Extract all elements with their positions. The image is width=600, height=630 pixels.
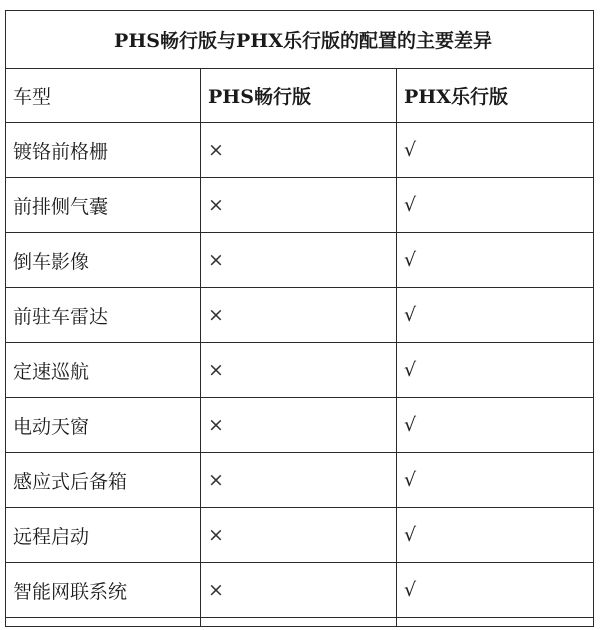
feature-cell: 定速巡航 [6, 343, 201, 398]
table-row [6, 178, 594, 233]
header-phs: PHS畅行版 [201, 69, 397, 123]
feature-cell: 电动天窗 [6, 398, 201, 453]
phx-mark: √ [397, 398, 594, 453]
feature-cell: 远程启动 [6, 508, 201, 563]
feature-cell: 前驻车雷达 [6, 288, 201, 343]
phx-mark: √ [397, 178, 594, 233]
table-row [6, 398, 594, 453]
title-row [6, 11, 594, 69]
table-row [6, 288, 594, 343]
header-model: 车型 [6, 69, 201, 123]
phs-mark: × [201, 233, 397, 288]
phs-mark: × [201, 123, 397, 178]
header-row [6, 69, 594, 123]
feature-cell: 前排侧气囊 [6, 178, 201, 233]
partial-cell [6, 618, 201, 627]
partial-row [6, 618, 594, 627]
partial-cell [201, 618, 397, 627]
table-row [6, 563, 594, 618]
feature-cell: 感应式后备箱 [6, 453, 201, 508]
phs-mark: × [201, 563, 397, 618]
table-row [6, 453, 594, 508]
feature-cell: 镀铬前格栅 [6, 123, 201, 178]
table-row [6, 343, 594, 398]
phs-mark: × [201, 178, 397, 233]
phs-mark: × [201, 453, 397, 508]
phs-mark: × [201, 398, 397, 453]
comparison-table [5, 10, 594, 627]
phx-mark: √ [397, 343, 594, 398]
phx-mark: √ [397, 508, 594, 563]
phx-mark: √ [397, 563, 594, 618]
phs-mark: × [201, 508, 397, 563]
table-row [6, 123, 594, 178]
feature-cell: 智能网联系统 [6, 563, 201, 618]
phx-mark: √ [397, 453, 594, 508]
phx-mark: √ [397, 233, 594, 288]
phs-mark: × [201, 288, 397, 343]
phx-mark: √ [397, 123, 594, 178]
header-phx: PHX乐行版 [397, 69, 594, 123]
phs-mark: × [201, 343, 397, 398]
table-row [6, 508, 594, 563]
partial-cell [397, 618, 594, 627]
table-row [6, 233, 594, 288]
phx-mark: √ [397, 288, 594, 343]
feature-cell: 倒车影像 [6, 233, 201, 288]
comparison-sheet [5, 10, 593, 627]
table-title: PHS畅行版与PHX乐行版的配置的主要差异 [6, 11, 594, 69]
